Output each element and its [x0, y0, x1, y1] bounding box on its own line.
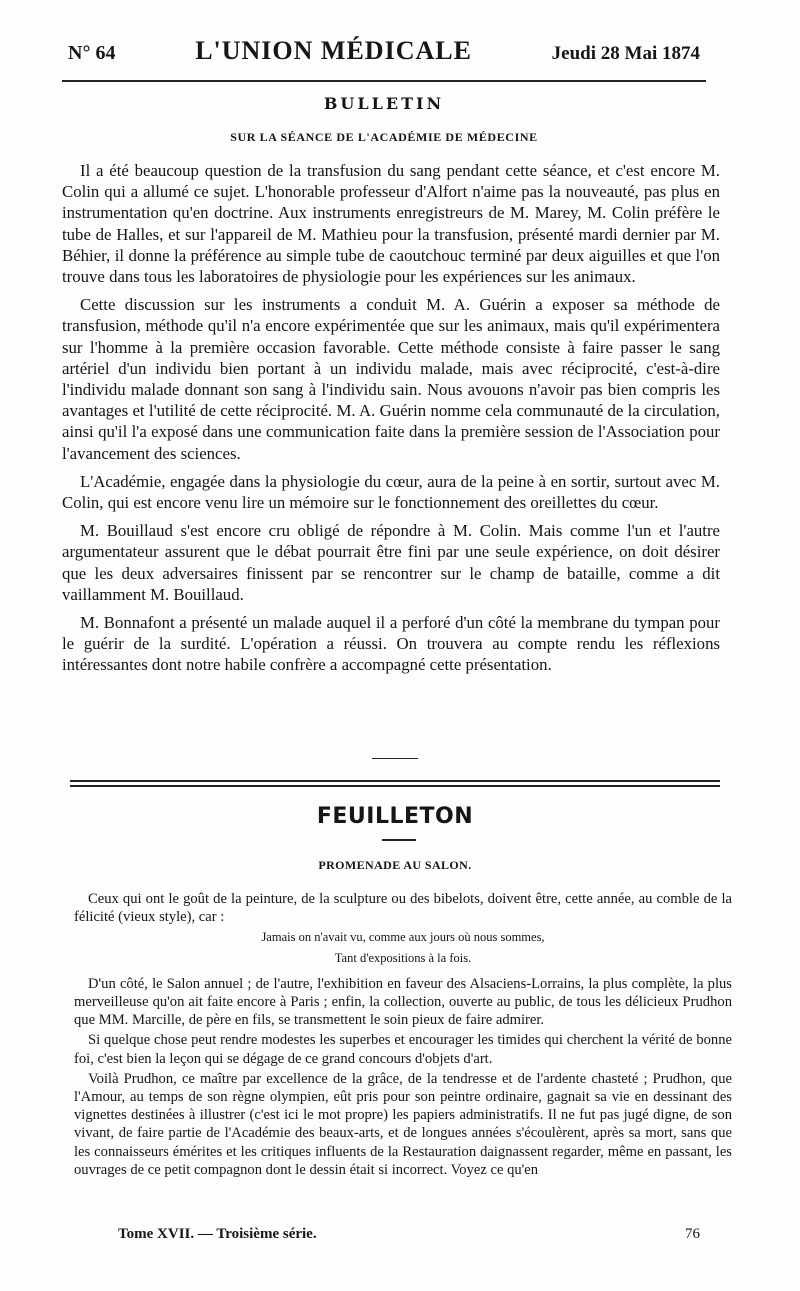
page-header — [68, 36, 700, 76]
verse-line: Jamais on n'avait vu, comme aux jours où nous sommes, — [261, 930, 545, 945]
bulletin-subtitle: SUR LA SÉANCE DE L'ACADÉMIE DE MÉDECINE — [230, 130, 538, 144]
bulletin-paragraph: Il a été beaucoup question de la transfusion du sang pendant cette séance, et c'est encore M. Colin qui a allumé ce sujet. L'honorable professeur d'Alfort n'aime pas la nouveauté, pas plus en instrumentation qu'en doctrine. Aux instruments enregistreurs de M. Marey, M. Colin préfère le tube de Halles, et sur l'appareil de M. Mathieu pour la transfusion, présenté mardi dernier par M. Béhier, il donne la préférence au simple tube de caoutchouc terminé par deux aiguilles et que l'on trouve dans tous les laboratoires de physiologie pour les expériences sur les animaux. — [62, 161, 720, 287]
feuilleton-dash — [382, 839, 416, 841]
verse-line: Tant d'expositions à la fois. — [334, 950, 472, 965]
journal-title: L'UNION MÉDICALE — [195, 36, 472, 65]
feuilleton-intro: Ceux qui ont le goût de la peinture, de la sculpture ou des bibelots, doivent être, cette année, au comble de la félicité (vieux style), car : — [74, 891, 732, 926]
header-rule — [62, 80, 706, 82]
issue-date: Jeudi 28 Mai 1874 — [551, 43, 700, 64]
feuilleton-rule — [70, 780, 720, 782]
feuilleton-paragraph: Si quelque chose peut rendre modestes les superbes et encourager les timides qui cherchent la vérité de bonne foi, c'est bien la leçon qui se dégage de ce grand concours d'objets d'art. — [74, 1032, 732, 1067]
bulletin-paragraph: M. Bouillaud s'est encore cru obligé de répondre à M. Colin. Mais comme l'un et l'autre argumentateur assurent que le débat pourrait être fini par une seule expérience, on doit désirer que les deux adversaires finissent par se rencontrer sur le champ de bataille, comme a dit vaillamment M. Bouillaud. — [62, 521, 720, 604]
feuilleton-body — [74, 890, 732, 1181]
feuilleton-rule — [70, 785, 720, 787]
feuilleton-title: FEUILLETON — [316, 804, 474, 829]
bulletin-paragraph: M. Bonnafont a présenté un malade auquel il a perforé d'un côté la membrane du tympan pour le guérir de la surdité. L'opération a réussi. On trouvera au compte rendu les réflexions intéressantes dont notre habile confrère a accompagné cette présentation. — [62, 613, 720, 675]
issue-number: N° 64 — [68, 42, 116, 64]
feuilleton-subtitle: PROMENADE AU SALON. — [318, 858, 472, 872]
feuilleton-paragraph: Voilà Prudhon, ce maître par excellence de la grâce, de la tendresse et de l'ardente chasteté ; Prudhon, que l'Amour, au temps de son règne olympien, eût pris pour son peintre ordinaire, gagnait sa vie en dessinant des vignettes destinées à illustrer (c'est ici le mot propre) les papiers administratifs. Il ne fut pas jugé digne, de son vivant, de faire partie de l'Académie des beaux-arts, et de longues années s'écoulèrent, après sa mort, sans que les connaisseurs émérites et les critiques influents de la Restauration daignassent regarder, même en passant, les ouvrages de ce petit compagnon dont le dessin était si incorrect. Voyez ce qu'en — [74, 1070, 732, 1178]
page-number: 76 — [685, 1226, 700, 1242]
page-footer — [118, 1226, 700, 1243]
section-divider — [372, 758, 418, 759]
bulletin-paragraph: Cette discussion sur les instruments a conduit M. A. Guérin a exposer sa méthode de transfusion, méthode qu'il n'a encore expérimentée que sur les animaux, mais qu'il expérimentera sur l'homme à la première occasion favorable. Cette méthode consiste à faire passer le sang artériel d'un individu bien portant à un individu malade, mais avec réciprocité, c'est-à-dire l'individu malade donnant son sang à l'individu sain. Nous avouons n'avoir pas bien compris les avantages et l'utilité de cette réciprocité. M. A. Guérin nomme cela communauté de la circulation, ainsi qu'il l'a exposé dans une communication faite dans la première session de l'Association pour l'avancement des sciences. — [62, 295, 720, 463]
bulletin-title: BULLETIN — [323, 94, 445, 113]
bulletin-body — [62, 160, 720, 683]
bulletin-paragraph: L'Académie, engagée dans la physiologie du cœur, aura de la peine à en sortir, surtout avec M. Colin, qui est encore venu lire un mémoire sur le fonctionnement des oreillettes du cœur. — [62, 471, 720, 513]
volume-label: Tome XVII. — Troisième série. — [118, 1226, 317, 1242]
feuilleton-paragraph: D'un côté, le Salon annuel ; de l'autre, l'exhibition en faveur des Alsaciens-Lorrains, la plus complète, la plus merveilleuse qu'on ait faite encore à Paris ; enfin, la collection, ouverte au public, de tous les délicieux Prudhon que MM. Marcille, de père en fils, se transmettent le soin pieux de faire admirer. — [74, 975, 732, 1029]
